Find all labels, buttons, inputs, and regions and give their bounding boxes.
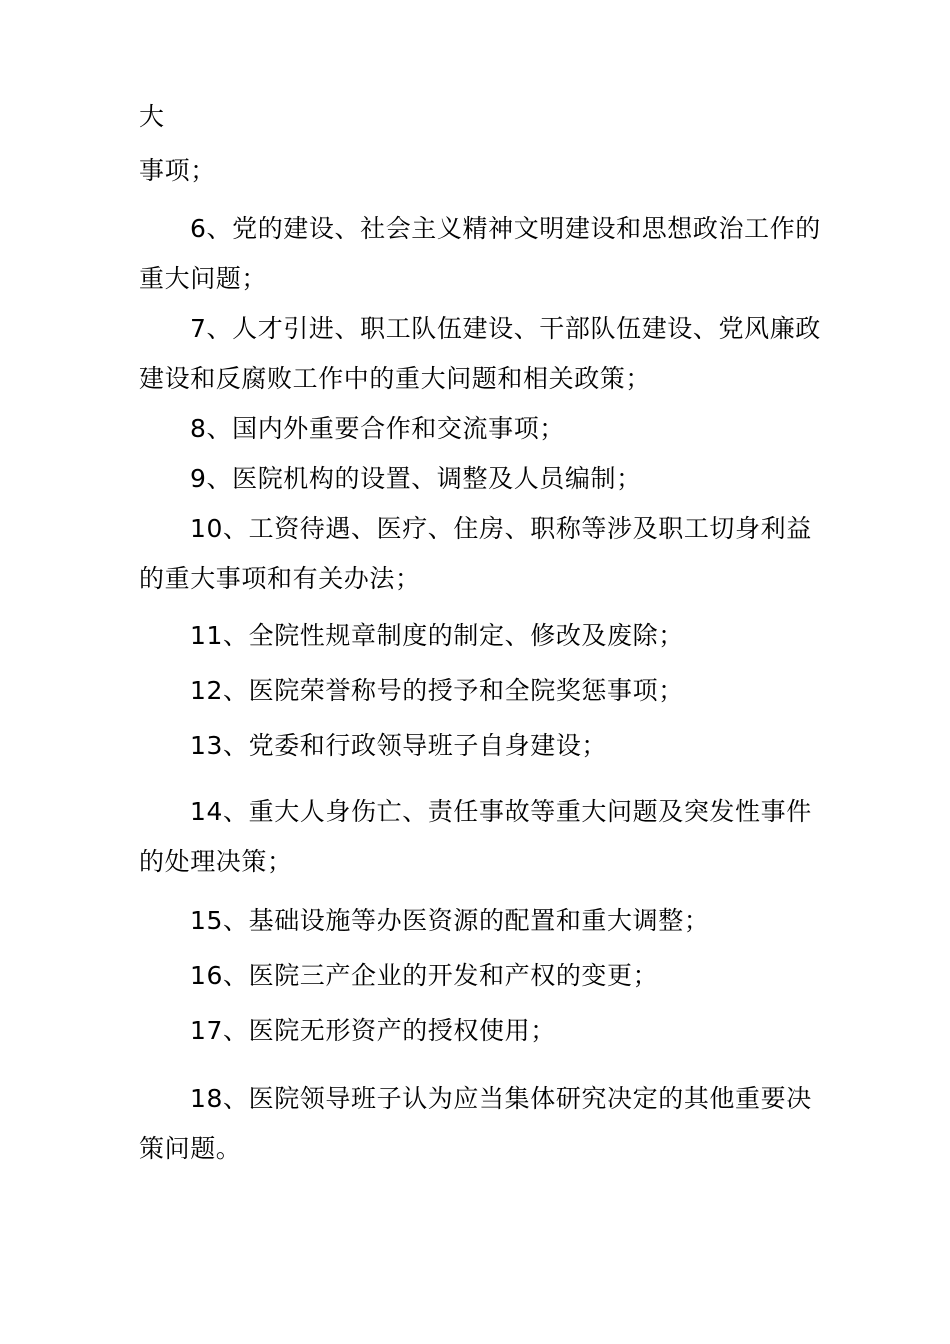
- item-12: 12、医院荣誉称号的授予和全院奖惩事项；: [190, 676, 684, 705]
- item-13: 13、党委和行政领导班子自身建设；: [190, 731, 608, 760]
- item-6-line-1: 6、党的建设、社会主义精神文明建设和思想政治工作的: [190, 214, 821, 243]
- item-18-line-2: 策问题。: [139, 1134, 242, 1163]
- text-line-1: 大: [139, 102, 165, 131]
- item-7-line-2: 建设和反腐败工作中的重大问题和相关政策；: [139, 364, 652, 393]
- item-9: 9、医院机构的设置、调整及人员编制；: [190, 464, 642, 493]
- item-14-line-2: 的处理决策；: [139, 847, 293, 876]
- item-18-line-1: 18、医院领导班子认为应当集体研究决定的其他重要决: [190, 1084, 812, 1113]
- item-7-line-1: 7、人才引进、职工队伍建设、干部队伍建设、党风廉政: [190, 314, 821, 343]
- item-14-line-1: 14、重大人身伤亡、责任事故等重大问题及突发性事件: [190, 797, 812, 826]
- item-10-line-2: 的重大事项和有关办法；: [139, 564, 421, 593]
- item-11: 11、全院性规章制度的制定、修改及废除；: [190, 621, 684, 650]
- item-10-line-1: 10、工资待遇、医疗、住房、职称等涉及职工切身利益: [190, 514, 812, 543]
- item-17: 17、医院无形资产的授权使用；: [190, 1016, 556, 1045]
- item-16: 16、医院三产企业的开发和产权的变更；: [190, 961, 659, 990]
- item-6-line-2: 重大问题；: [139, 264, 268, 293]
- item-15: 15、基础设施等办医资源的配置和重大调整；: [190, 906, 710, 935]
- text-line-2: 事项；: [139, 156, 216, 185]
- item-8: 8、国内外重要合作和交流事项；: [190, 414, 565, 443]
